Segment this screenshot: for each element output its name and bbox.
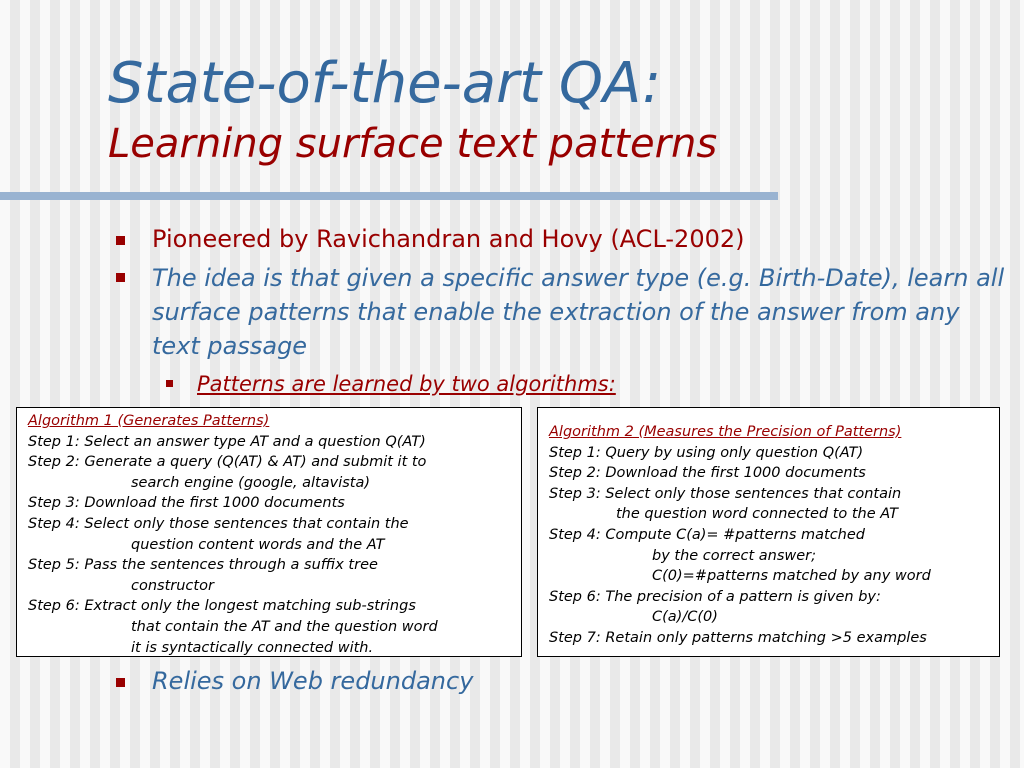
algorithm-step: Step 4: Compute C(a)= #patterns matched <box>549 526 865 543</box>
algorithm-step-continuation: C(a)/C(0) <box>652 609 718 626</box>
slide-title-main: State-of-the-art QA: <box>108 51 662 116</box>
algorithm-2-title: Algorithm 2 (Measures the Precision of Patterns) <box>549 424 902 440</box>
bullet-text: Pioneered by Ravichandran and Hovy (ACL-2002) <box>152 225 745 253</box>
algorithm-step-continuation: search engine (google, altavista) <box>131 474 371 491</box>
square-bullet-icon <box>116 678 125 687</box>
title-divider <box>0 192 778 200</box>
algorithm-step-continuation: it is syntactically connected with. <box>131 639 374 656</box>
bullet-item <box>116 666 473 696</box>
bullet-item <box>116 261 1006 363</box>
algorithm-step: Step 1: Select an answer type AT and a question Q(AT) <box>28 433 426 450</box>
algorithm-step: Step 7: Retain only patterns matching >5 examples <box>549 629 927 646</box>
slide-subtitle: Learning surface text patterns <box>108 121 718 167</box>
algorithm-1-title: Algorithm 1 (Generates Patterns) <box>28 413 270 429</box>
algorithm-1-box <box>16 407 522 657</box>
algorithm-step: Step 4: Select only those sentences that contain the <box>28 515 409 532</box>
algorithm-step: Step 3: Download the first 1000 documents <box>28 495 345 512</box>
square-bullet-icon <box>116 236 125 245</box>
algorithm-step: Step 1: Query by using only question Q(AT) <box>549 444 864 461</box>
algorithm-step: Step 6: Extract only the longest matching sub-strings <box>28 598 416 615</box>
bullet-text: The idea is that given a specific answer type (e.g. Birth-Date), learn all surface patterns that enable the extraction of the answer from any text passage <box>152 264 1005 360</box>
sub-bullet-item <box>166 369 616 399</box>
algorithm-2-box <box>537 407 1000 657</box>
algorithm-step: Step 2: Download the first 1000 documents <box>549 465 866 482</box>
algorithm-step: Step 6: The precision of a pattern is given by: <box>549 588 881 605</box>
algorithm-step-continuation: the question word connected to the AT <box>616 506 898 523</box>
bullet-text: Relies on Web redundancy <box>152 667 474 695</box>
algorithm-step-continuation: question content words and the AT <box>131 536 385 553</box>
algorithm-step: Step 5: Pass the sentences through a suffix tree <box>28 557 378 574</box>
square-bullet-icon <box>116 273 125 282</box>
algorithm-step: Step 3: Select only those sentences that contain <box>549 485 902 502</box>
algorithm-step: Step 2: Generate a query (Q(AT) & AT) and submit it to <box>28 454 427 471</box>
sub-bullet-text: Patterns are learned by two algorithms: <box>197 372 616 396</box>
slide-title <box>108 51 718 167</box>
square-bullet-icon <box>166 380 173 387</box>
algorithm-step-continuation: that contain the AT and the question word <box>131 618 438 635</box>
algorithm-step-continuation: by the correct answer; <box>652 547 817 564</box>
algorithm-step-continuation: constructor <box>131 577 214 594</box>
bullet-item <box>116 224 745 254</box>
algorithm-step-continuation: C(0)=#patterns matched by any word <box>652 568 931 585</box>
